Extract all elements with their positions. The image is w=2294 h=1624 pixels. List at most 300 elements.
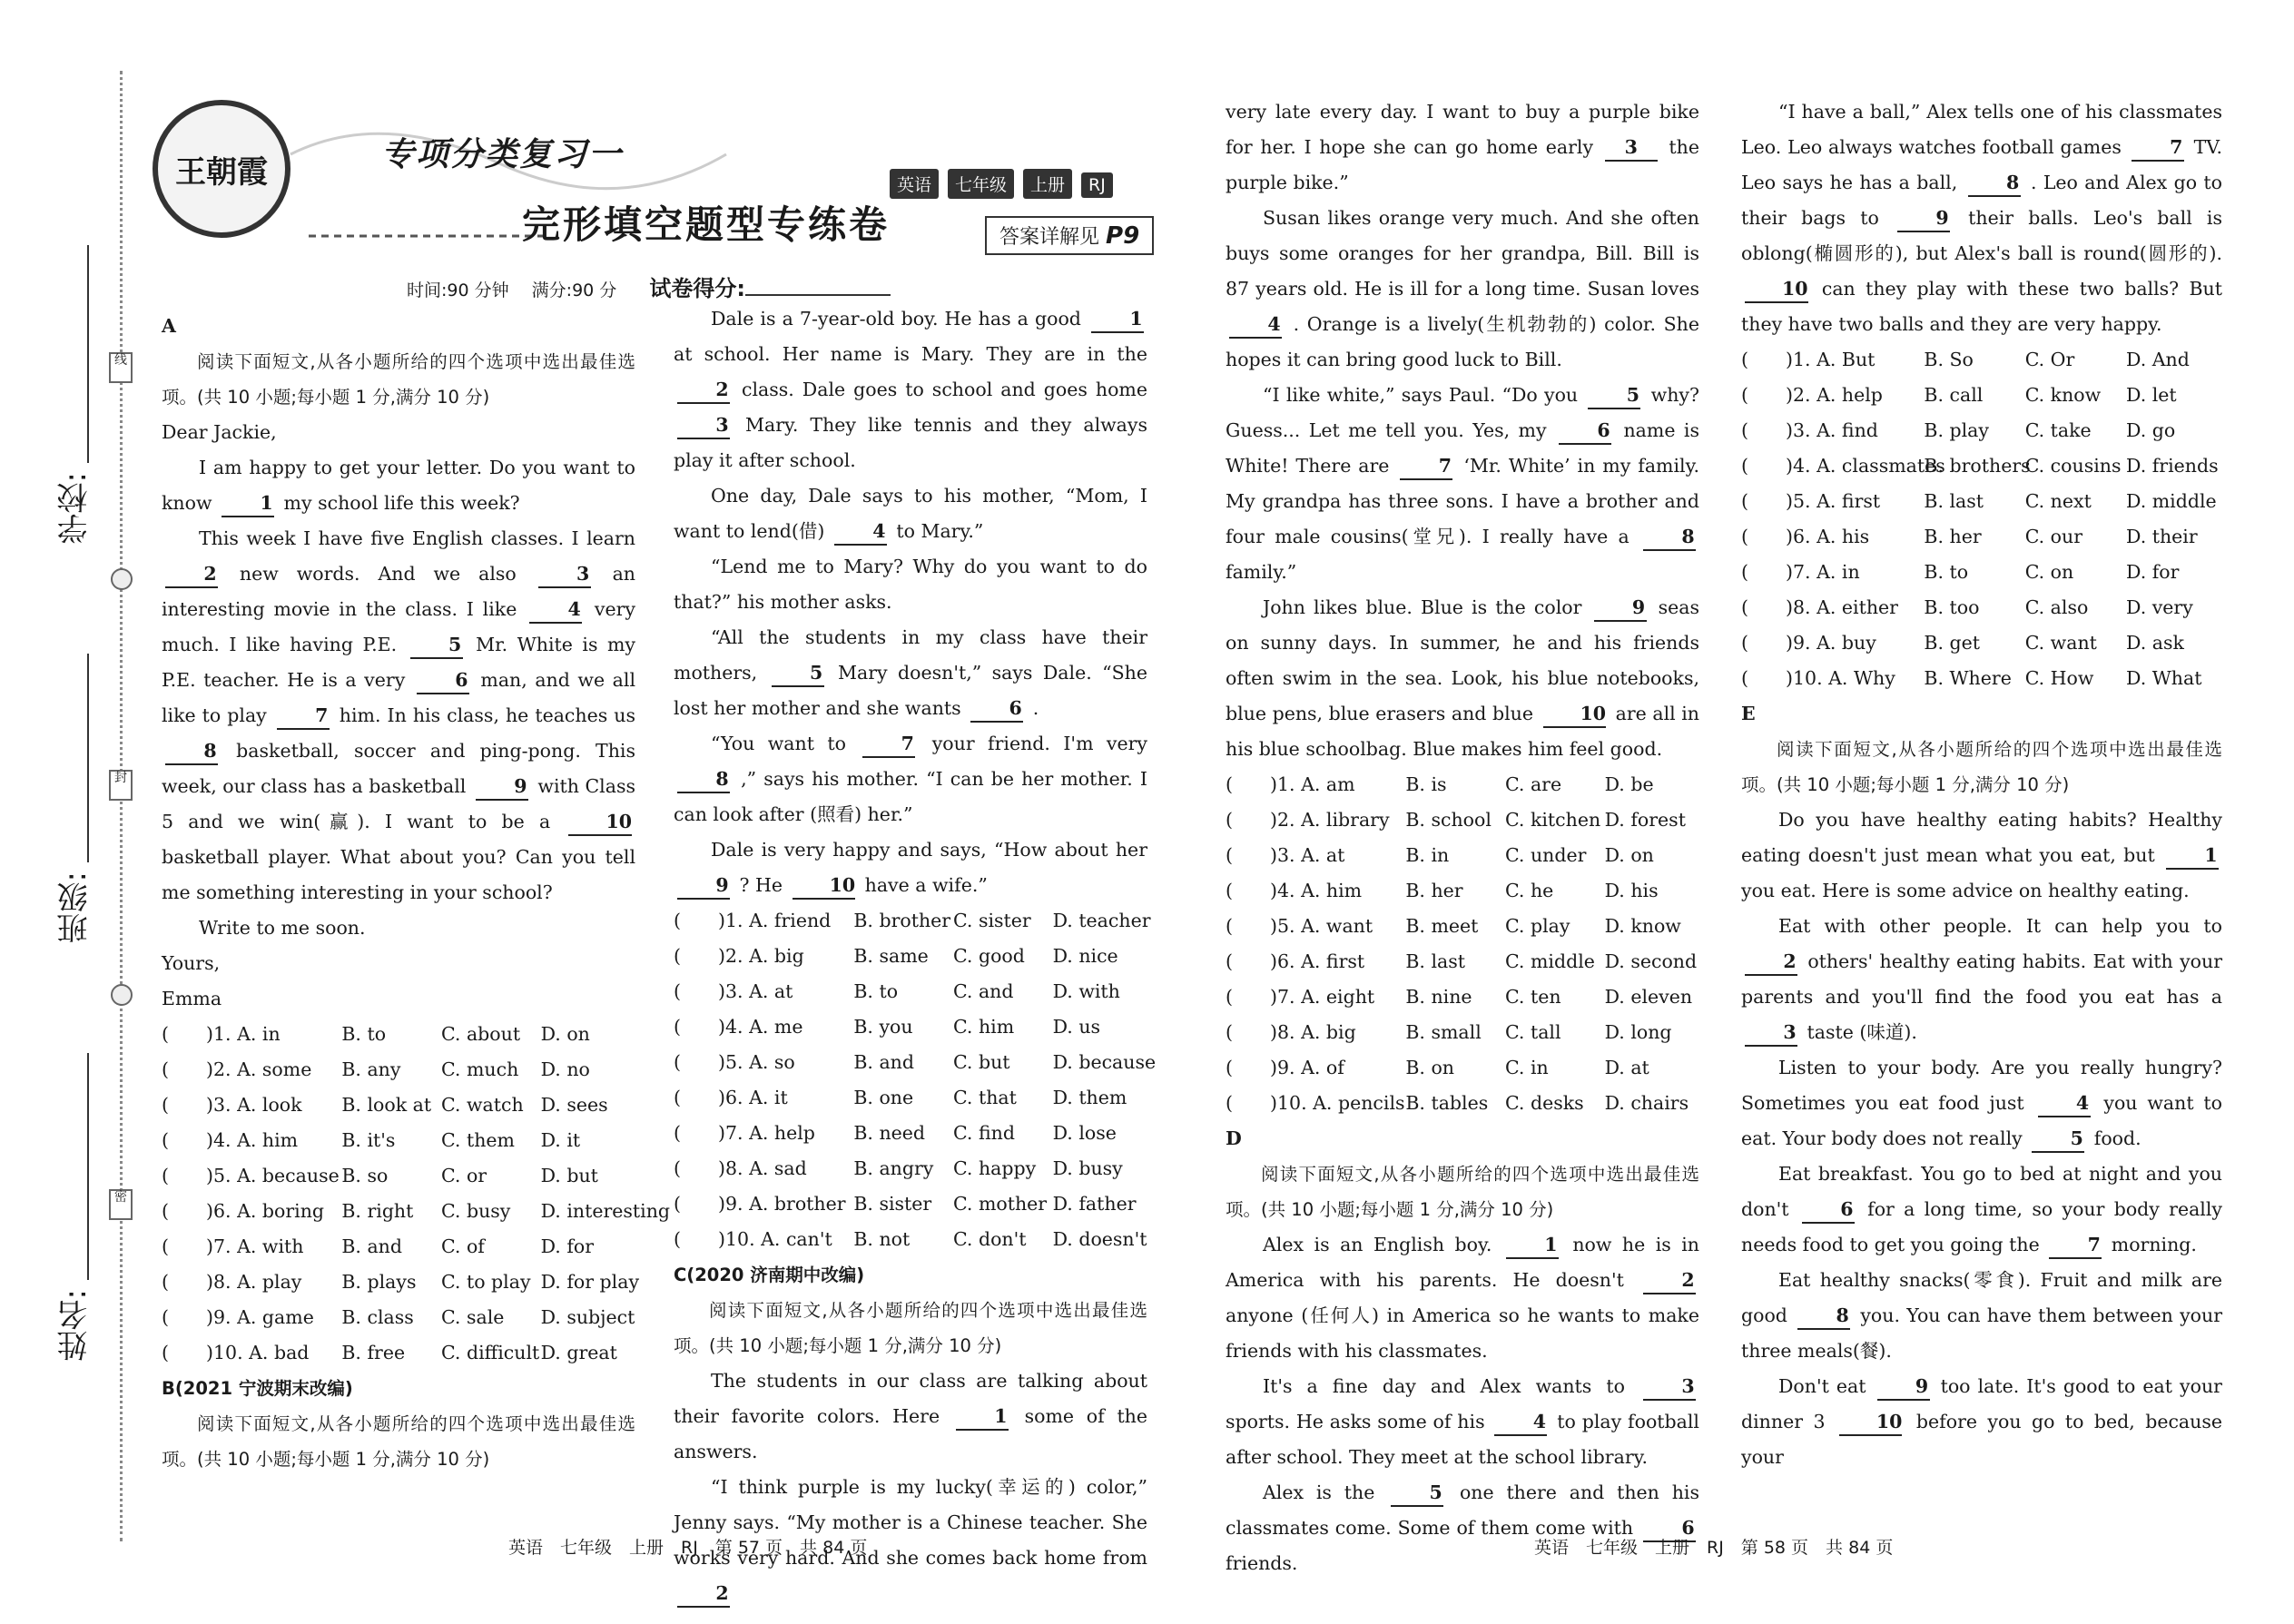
cloze-blank[interactable]: 3: [1745, 1019, 1797, 1047]
column-3: [1226, 94, 1699, 1581]
option-a[interactable]: ( )9. A. game: [162, 1306, 314, 1328]
option-c[interactable]: C. difficult: [440, 1342, 540, 1363]
option-row[interactable]: [674, 1186, 1147, 1222]
passage-d-p1: Alex is an English boy. 1 now he is in America with his parents. He doesn't 2 anyone (任何人) in America so he wants to make friends with his classmates.: [1226, 1234, 1700, 1362]
option-c[interactable]: C. mother: [952, 1193, 1048, 1215]
cloze-blank[interactable]: 3: [677, 412, 730, 439]
cloze-blank[interactable]: 10: [1745, 276, 1808, 303]
cloze-blank[interactable]: 2: [165, 561, 218, 588]
option-c[interactable]: C. much: [440, 1058, 519, 1080]
option-row[interactable]: [1741, 555, 2222, 590]
passage-b-p5: “You want to 7 your friend. I'm very 8 ,” says his mother. “I can be her mother. I can look after (照看) her.”: [674, 733, 1147, 825]
cloze-blank[interactable]: 1: [222, 490, 274, 517]
option-c[interactable]: C. or: [440, 1165, 487, 1186]
option-b[interactable]: B. to: [341, 1023, 387, 1045]
cloze-blank[interactable]: 9: [476, 773, 528, 801]
option-c[interactable]: C. desks: [1504, 1092, 1584, 1114]
option-c[interactable]: C. to play: [440, 1271, 531, 1293]
bind-hole-icon: [111, 984, 133, 1006]
option-c[interactable]: C. sister: [952, 910, 1031, 931]
option-b[interactable]: B. you: [853, 1016, 913, 1038]
option-b[interactable]: B. nine: [1405, 986, 1472, 1008]
option-row[interactable]: [162, 1158, 635, 1194]
option-c[interactable]: C. take: [2024, 419, 2092, 441]
option-d[interactable]: D. doesn't: [1052, 1228, 1147, 1250]
option-b[interactable]: B. one: [853, 1087, 914, 1108]
cloze-blank[interactable]: 9: [677, 872, 730, 900]
option-b[interactable]: B. call: [1924, 384, 1984, 406]
option-row[interactable]: [162, 1300, 635, 1335]
name-label: 姓名:: [57, 1289, 94, 1362]
cloze-blank[interactable]: 9: [1897, 205, 1950, 232]
cloze-blank[interactable]: 1: [956, 1403, 1009, 1431]
option-a[interactable]: ( )4. A. me: [674, 1016, 803, 1038]
cloze-blank[interactable]: 8: [165, 738, 218, 765]
option-a[interactable]: ( )4. A. classmates: [1741, 455, 1945, 477]
section-d-title: D: [1226, 1127, 1242, 1149]
option-a[interactable]: ( )3. A. at: [1226, 844, 1345, 866]
option-c[interactable]: C. next: [2024, 490, 2092, 512]
option-row[interactable]: [1741, 519, 2222, 555]
option-c[interactable]: C. ten: [1504, 986, 1561, 1008]
cloze-blank[interactable]: 4: [1229, 311, 1282, 339]
option-c[interactable]: C. don't: [952, 1228, 1027, 1250]
option-d[interactable]: D. busy: [1052, 1157, 1123, 1179]
option-c[interactable]: C. are: [1504, 773, 1562, 795]
option-d[interactable]: D. let: [2125, 384, 2177, 406]
cloze-blank[interactable]: 5: [772, 660, 824, 687]
option-b[interactable]: B. small: [1405, 1021, 1482, 1043]
passage-e-p1: Do you have healthy eating habits? Healthy eating doesn't just mean what you eat, but 1 you eat. Here is some advice on healthy eating.: [1741, 809, 2222, 901]
option-a[interactable]: ( )7. A. in: [1741, 561, 1860, 583]
option-d[interactable]: D. for: [540, 1235, 595, 1257]
footer-right: 英语 七年级 上册 RJ 第 58 页 共 84 页: [1534, 1538, 1894, 1558]
options-b: [674, 903, 1157, 1257]
option-c[interactable]: C. also: [2024, 596, 2089, 618]
option-b[interactable]: B. look at: [341, 1094, 432, 1116]
option-b[interactable]: B. angry: [853, 1157, 934, 1179]
option-a[interactable]: ( )1. A. But: [1741, 349, 1876, 370]
option-c[interactable]: C. that: [952, 1087, 1017, 1108]
option-c[interactable]: C. watch: [440, 1094, 524, 1116]
option-c[interactable]: C. of: [440, 1235, 485, 1257]
option-b[interactable]: B. plays: [341, 1271, 417, 1293]
option-a[interactable]: ( )5. A. so: [674, 1051, 795, 1073]
cloze-blank[interactable]: 2: [1745, 949, 1797, 976]
option-b[interactable]: B. it's: [341, 1129, 396, 1151]
option-a[interactable]: ( )2. A. library: [1226, 809, 1390, 831]
option-row[interactable]: [162, 1194, 671, 1229]
option-a[interactable]: ( )6. A. first: [1226, 950, 1365, 972]
series-title: 专项分类复习一: [381, 136, 624, 173]
cloze-blank[interactable]: 6: [417, 667, 469, 694]
option-a[interactable]: ( )3. A. look: [162, 1094, 302, 1116]
option-row[interactable]: [1226, 909, 1699, 944]
option-d[interactable]: D. it: [540, 1129, 581, 1151]
bind-hole-icon: [111, 568, 133, 590]
cloze-blank[interactable]: 7: [2049, 1232, 2102, 1259]
option-b[interactable]: B. not: [853, 1228, 911, 1250]
option-a[interactable]: ( )4. A. him: [1226, 880, 1363, 901]
option-d[interactable]: D. sees: [540, 1094, 608, 1116]
option-d[interactable]: D. be: [1604, 773, 1654, 795]
option-b[interactable]: B. class: [341, 1306, 414, 1328]
option-d[interactable]: D. forest: [1604, 809, 1686, 831]
cloze-blank[interactable]: 2: [1643, 1267, 1696, 1294]
option-c[interactable]: C. middle: [1504, 950, 1595, 972]
passage-e-p5: Eat healthy snacks(零食). Fruit and milk are good 8 you. You can have them between your three meals(餐).: [1741, 1269, 2222, 1362]
option-c[interactable]: C. but: [952, 1051, 1010, 1073]
option-d[interactable]: D. with: [1052, 980, 1120, 1002]
cloze-blank[interactable]: 3: [1605, 134, 1658, 162]
option-b[interactable]: B. her: [1405, 880, 1463, 901]
option-a[interactable]: ( )10. A. Why: [1741, 667, 1895, 689]
option-b[interactable]: B. same: [853, 945, 929, 967]
option-d[interactable]: D. ask: [2125, 632, 2184, 654]
cloze-blank[interactable]: 1: [1506, 1232, 1559, 1259]
option-c[interactable]: C. kitchen: [1504, 809, 1601, 831]
option-d[interactable]: D. And: [2125, 349, 2190, 370]
column-1: [162, 309, 671, 1477]
option-row[interactable]: [1741, 413, 2222, 448]
grade-badges: [890, 169, 1122, 199]
cloze-blank[interactable]: 5: [410, 632, 463, 659]
passage-b-p1: Dale is a 7-year-old boy. He has a good 1 at school. Her name is Mary. They are in the 2 class. Dale goes to school and goes home 3 Mary. They like tennis and they always play it after school.: [674, 308, 1147, 471]
option-c[interactable]: C. tall: [1504, 1021, 1561, 1043]
cloze-blank[interactable]: 6: [970, 695, 1023, 723]
option-row[interactable]: [674, 903, 1151, 939]
option-row[interactable]: [1226, 873, 1699, 909]
options-c: [1226, 767, 1699, 1121]
cloze-blank[interactable]: 7: [277, 703, 330, 730]
option-d[interactable]: D. chairs: [1604, 1092, 1689, 1114]
option-row[interactable]: [1741, 625, 2222, 661]
option-row[interactable]: [1741, 590, 2222, 625]
option-row[interactable]: [674, 1045, 1157, 1080]
option-d[interactable]: D. very: [2125, 596, 2193, 618]
option-c[interactable]: C. on: [2024, 561, 2074, 583]
cloze-blank[interactable]: 8: [1643, 524, 1696, 551]
score-field[interactable]: [745, 294, 891, 296]
option-a[interactable]: ( )6. A. his: [1741, 526, 1870, 547]
option-d[interactable]: D. know: [1604, 915, 1681, 937]
school-label: 学校:: [57, 472, 94, 545]
option-d[interactable]: D. their: [2125, 526, 2198, 547]
option-d[interactable]: D. lose: [1052, 1122, 1117, 1144]
option-d[interactable]: D. What: [2125, 667, 2202, 689]
option-row[interactable]: [1226, 1015, 1699, 1050]
option-a[interactable]: ( )10. A. bad: [162, 1342, 310, 1363]
option-d[interactable]: D. subject: [540, 1306, 635, 1328]
options-d: [1741, 342, 2222, 696]
cloze-blank[interactable]: 7: [1400, 453, 1452, 480]
option-d[interactable]: D. father: [1052, 1193, 1137, 1215]
passage-d-p4: “I have a ball,” Alex tells one of his classmates Leo. Leo always watches football games 7 TV. Leo says he has a ball, 8 . Leo and Alex go to their bags to 9 their balls. Leo's ball is oblong(椭圆形的), but Alex's ball is round(圆形的). 10 can they play with these two balls? But they have two balls and they are very happy.: [1741, 101, 2222, 335]
option-a[interactable]: ( )8. A. big: [1226, 1021, 1356, 1043]
passage-d-p3: Alex is the 5 one there and then his classmates come. Some of them come with 6 friends.: [1226, 1481, 1699, 1574]
option-a[interactable]: ( )4. A. him: [162, 1129, 299, 1151]
option-c[interactable]: C. busy: [440, 1200, 511, 1222]
option-row[interactable]: [162, 1335, 635, 1371]
answer-reference: 答案详解见 P9: [985, 216, 1154, 255]
option-d[interactable]: D. go: [2125, 419, 2176, 441]
passage-c-p5: John likes blue. Blue is the color 9 seas on sunny days. In summer, he and his friends often swim in the sea. Look, his blue notebooks, blue pens, blue erasers and blue 10 are all in his blue schoolbag. Blue makes him feel good.: [1226, 596, 1699, 760]
name-field[interactable]: [87, 1053, 89, 1280]
option-a[interactable]: ( )3. A. at: [674, 980, 793, 1002]
cloze-blank[interactable]: 10: [793, 872, 856, 900]
option-a[interactable]: ( )5. A. want: [1226, 915, 1373, 937]
section-a-instructions: 阅读下面短文,从各小题所给的四个选项中选出最佳选项。(共 10 小题;每小题 1 分,满分 10 分): [162, 351, 635, 408]
option-row[interactable]: [1741, 448, 2222, 484]
option-a[interactable]: ( )7. A. with: [162, 1235, 304, 1257]
option-b[interactable]: B. meet: [1405, 915, 1479, 937]
option-b[interactable]: B. Where: [1924, 667, 2012, 689]
option-d[interactable]: D. them: [1052, 1087, 1127, 1108]
option-c[interactable]: C. them: [440, 1129, 515, 1151]
option-c[interactable]: C. How: [2024, 667, 2094, 689]
option-b[interactable]: B. brothers: [1924, 455, 2031, 477]
option-row[interactable]: [162, 1088, 635, 1123]
option-d[interactable]: D. interesting: [540, 1200, 671, 1222]
column-2: [674, 301, 1157, 1611]
option-c[interactable]: C. play: [1504, 915, 1570, 937]
section-d-instructions: 阅读下面短文,从各小题所给的四个选项中选出最佳选项。(共 10 小题;每小题 1 分,满分 10 分): [1226, 1164, 1699, 1220]
option-d[interactable]: D. friends: [2125, 455, 2219, 477]
option-c[interactable]: C. and: [952, 980, 1014, 1002]
option-a[interactable]: ( )1. A. in: [162, 1023, 281, 1045]
cloze-blank[interactable]: 10: [1839, 1409, 1903, 1436]
option-c[interactable]: C. Or: [2024, 349, 2075, 370]
option-c[interactable]: C. want: [2024, 632, 2097, 654]
option-c[interactable]: C. him: [952, 1016, 1015, 1038]
cloze-blank[interactable]: 2: [677, 377, 730, 404]
option-b[interactable]: B. last: [1924, 490, 1984, 512]
option-row[interactable]: [1226, 944, 1699, 979]
option-row[interactable]: [1741, 342, 2222, 378]
section-c-title: C(2020 济南期中改编): [674, 1265, 865, 1285]
cloze-blank[interactable]: 7: [2132, 134, 2184, 162]
option-c[interactable]: C. about: [440, 1023, 521, 1045]
option-b[interactable]: B. last: [1405, 950, 1465, 972]
cloze-blank[interactable]: 4: [529, 596, 582, 624]
subject-badge: 英语: [890, 169, 939, 199]
option-a[interactable]: ( )1. A. friend: [674, 910, 832, 931]
cloze-blank[interactable]: 10: [1543, 701, 1607, 728]
cloze-blank[interactable]: 5: [2032, 1126, 2084, 1153]
option-row[interactable]: [162, 1229, 635, 1265]
cloze-blank[interactable]: 9: [1594, 595, 1647, 622]
option-row[interactable]: [674, 1151, 1147, 1186]
option-c[interactable]: C. good: [952, 945, 1025, 967]
option-d[interactable]: D. teacher: [1052, 910, 1151, 931]
passage-e-p6: Don't eat 9 too late. It's good to eat your dinner 3 10 before you go to bed, because your: [1741, 1375, 2223, 1468]
option-b[interactable]: B. is: [1405, 773, 1447, 795]
option-row[interactable]: [1226, 1086, 1699, 1121]
option-row[interactable]: [674, 1009, 1147, 1045]
binding-strip: [0, 0, 136, 1624]
option-b[interactable]: B. on: [1405, 1057, 1455, 1078]
option-b[interactable]: B. in: [1405, 844, 1450, 866]
option-a[interactable]: ( )7. A. help: [674, 1122, 815, 1144]
option-d[interactable]: D. on: [540, 1023, 590, 1045]
option-b[interactable]: B. too: [1924, 596, 1980, 618]
option-row[interactable]: [1741, 484, 2222, 519]
cloze-blank[interactable]: 6: [1802, 1196, 1855, 1224]
cloze-blank[interactable]: 10: [568, 809, 632, 836]
option-b[interactable]: B. and: [853, 1051, 915, 1073]
option-b[interactable]: B. to: [1924, 561, 1969, 583]
option-c[interactable]: C. he: [1504, 880, 1554, 901]
option-row[interactable]: [1226, 979, 1699, 1015]
option-a[interactable]: ( )8. A. sad: [674, 1157, 807, 1179]
cloze-blank[interactable]: 4: [1494, 1409, 1547, 1436]
option-c[interactable]: C. in: [1504, 1057, 1549, 1078]
grade-badge: 七年级: [948, 169, 1014, 199]
option-d[interactable]: D. his: [1604, 880, 1659, 901]
option-d[interactable]: D. eleven: [1604, 986, 1693, 1008]
option-row[interactable]: [162, 1017, 635, 1052]
option-b[interactable]: B. so: [341, 1165, 389, 1186]
cloze-blank[interactable]: 3: [538, 561, 591, 588]
cloze-blank[interactable]: 1: [1091, 306, 1144, 333]
option-d[interactable]: D. second: [1604, 950, 1698, 972]
option-a[interactable]: ( )8. A. either: [1741, 596, 1898, 618]
cloze-blank[interactable]: 8: [1797, 1303, 1850, 1330]
option-b[interactable]: B. and: [341, 1235, 403, 1257]
option-a[interactable]: ( )9. A. buy: [1741, 632, 1876, 654]
option-d[interactable]: D. at: [1604, 1057, 1649, 1078]
option-row[interactable]: [674, 1222, 1147, 1257]
option-b[interactable]: B. So: [1924, 349, 1974, 370]
option-d[interactable]: D. but: [540, 1165, 598, 1186]
option-b[interactable]: B. get: [1924, 632, 1980, 654]
option-a[interactable]: ( )7. A. eight: [1226, 986, 1375, 1008]
option-d[interactable]: D. long: [1604, 1021, 1672, 1043]
option-d[interactable]: D. no: [540, 1058, 590, 1080]
option-d[interactable]: D. middle: [2125, 490, 2217, 512]
option-c[interactable]: C. our: [2024, 526, 2083, 547]
option-d[interactable]: D. on: [1604, 844, 1654, 866]
option-c[interactable]: C. cousins: [2024, 455, 2122, 477]
option-a[interactable]: ( )5. A. first: [1741, 490, 1881, 512]
option-row[interactable]: [1226, 1050, 1699, 1086]
cloze-blank[interactable]: 9: [1877, 1373, 1930, 1401]
option-d[interactable]: D. for play: [540, 1271, 640, 1293]
option-a[interactable]: ( )10. A. can't: [674, 1228, 832, 1250]
option-a[interactable]: ( )9. A. of: [1226, 1057, 1344, 1078]
school-field[interactable]: [87, 245, 89, 463]
option-row[interactable]: [1741, 378, 2222, 413]
option-row[interactable]: [1226, 802, 1699, 838]
cloze-blank[interactable]: 1: [2166, 842, 2219, 870]
option-b[interactable]: B. tables: [1405, 1092, 1489, 1114]
cloze-blank[interactable]: 8: [1968, 170, 2021, 197]
cloze-blank[interactable]: 4: [2038, 1090, 2091, 1117]
option-row[interactable]: [674, 1080, 1147, 1116]
option-c[interactable]: C. sale: [440, 1306, 505, 1328]
option-row[interactable]: [1741, 661, 2222, 696]
class-field[interactable]: [87, 654, 89, 862]
option-row[interactable]: [1226, 838, 1699, 873]
option-a[interactable]: ( )9. A. brother: [674, 1193, 846, 1215]
option-b[interactable]: B. free: [341, 1342, 406, 1363]
column-4: [1741, 94, 2222, 1475]
option-d[interactable]: D. nice: [1052, 945, 1118, 967]
option-b[interactable]: B. play: [1924, 419, 1989, 441]
option-b[interactable]: B. need: [853, 1122, 926, 1144]
section-e-instructions: 阅读下面短文,从各小题所给的四个选项中选出最佳选项。(共 10 小题;每小题 1 分,满分 10 分): [1741, 739, 2222, 795]
section-c-instructions: 阅读下面短文,从各小题所给的四个选项中选出最佳选项。(共 10 小题;每小题 1 分,满分 10 分): [674, 1300, 1147, 1356]
option-d[interactable]: D. great: [540, 1342, 617, 1363]
passage-c-p2a: “I think purple is my lucky(幸运的) color,” Jenny says. “My mother is a Chinese teacher. She works very hard. And she comes back home from 2: [674, 1470, 1147, 1611]
option-row[interactable]: [162, 1052, 635, 1088]
passage-a-p3: Write to me soon.: [199, 917, 366, 939]
option-a[interactable]: ( )6. A. boring: [162, 1200, 325, 1222]
letter-signature: Emma: [162, 988, 222, 1009]
passage-b-p6: Dale is very happy and says, “How about her 9 ? He 10 have a wife.”: [674, 832, 1147, 903]
option-c[interactable]: C. find: [952, 1122, 1015, 1144]
cloze-blank[interactable]: 7: [862, 731, 915, 758]
cloze-blank[interactable]: 3: [1643, 1373, 1696, 1401]
option-a[interactable]: ( )5. A. because: [162, 1165, 340, 1186]
passage-b-p2: One day, Dale says to his mother, “Mom, I want to lend(借) 4 to Mary.”: [674, 478, 1147, 549]
option-c[interactable]: C. happy: [952, 1157, 1037, 1179]
option-a[interactable]: ( )1. A. am: [1226, 773, 1355, 795]
option-a[interactable]: ( )2. A. big: [674, 945, 804, 967]
option-row[interactable]: [674, 974, 1147, 1009]
bind-box-top: 线: [109, 352, 133, 383]
option-a[interactable]: ( )3. A. find: [1741, 419, 1878, 441]
option-row[interactable]: [1226, 767, 1699, 802]
cloze-blank[interactable]: 6: [1559, 418, 1611, 445]
class-label: 班级:: [57, 871, 94, 944]
cloze-blank[interactable]: 4: [834, 518, 887, 546]
option-a[interactable]: ( )10. A. pencils: [1226, 1092, 1405, 1114]
option-b[interactable]: B. her: [1924, 526, 1982, 547]
cloze-blank[interactable]: 8: [677, 766, 730, 793]
option-b[interactable]: B. brother: [853, 910, 951, 931]
option-c[interactable]: C. know: [2024, 384, 2102, 406]
option-d[interactable]: D. for: [2125, 561, 2180, 583]
option-a[interactable]: ( )2. A. help: [1741, 384, 1883, 406]
option-a[interactable]: ( )2. A. some: [162, 1058, 312, 1080]
option-a[interactable]: ( )6. A. it: [674, 1087, 788, 1108]
option-row[interactable]: [674, 939, 1147, 974]
option-a[interactable]: ( )8. A. play: [162, 1271, 302, 1293]
option-row[interactable]: [674, 1116, 1147, 1151]
section-a-title: A: [162, 315, 176, 337]
option-b[interactable]: B. school: [1405, 809, 1492, 831]
cloze-blank[interactable]: 5: [1391, 1480, 1443, 1507]
option-d[interactable]: D. because: [1052, 1051, 1157, 1073]
option-row[interactable]: [162, 1123, 635, 1158]
option-b[interactable]: B. right: [341, 1200, 414, 1222]
cloze-blank[interactable]: 2: [677, 1580, 730, 1608]
section-b-instructions: 阅读下面短文,从各小题所给的四个选项中选出最佳选项。(共 10 小题;每小题 1 分,满分 10 分): [162, 1413, 635, 1470]
cloze-blank[interactable]: 5: [1588, 382, 1640, 409]
passage-e-p4: Eat breakfast. You go to bed at night and you don't 6 for a long time, so your body really needs food to get you going the 7 morning.: [1741, 1156, 2222, 1263]
option-c[interactable]: C. under: [1504, 844, 1587, 866]
letter-greeting: Dear Jackie,: [162, 421, 277, 443]
option-d[interactable]: D. us: [1052, 1016, 1101, 1038]
cloze-blank[interactable]: 6: [1643, 1515, 1696, 1542]
option-b[interactable]: B. to: [853, 980, 899, 1002]
option-row[interactable]: [162, 1265, 640, 1300]
time-limit: 时间:90 分钟: [407, 281, 509, 300]
option-b[interactable]: B. sister: [853, 1193, 932, 1215]
passage-e-p3: Listen to your body. Are you really hungry? Sometimes you eat food just 4 you want to eat. Your body does not really 5 food.: [1741, 1050, 2222, 1156]
option-b[interactable]: B. any: [341, 1058, 401, 1080]
